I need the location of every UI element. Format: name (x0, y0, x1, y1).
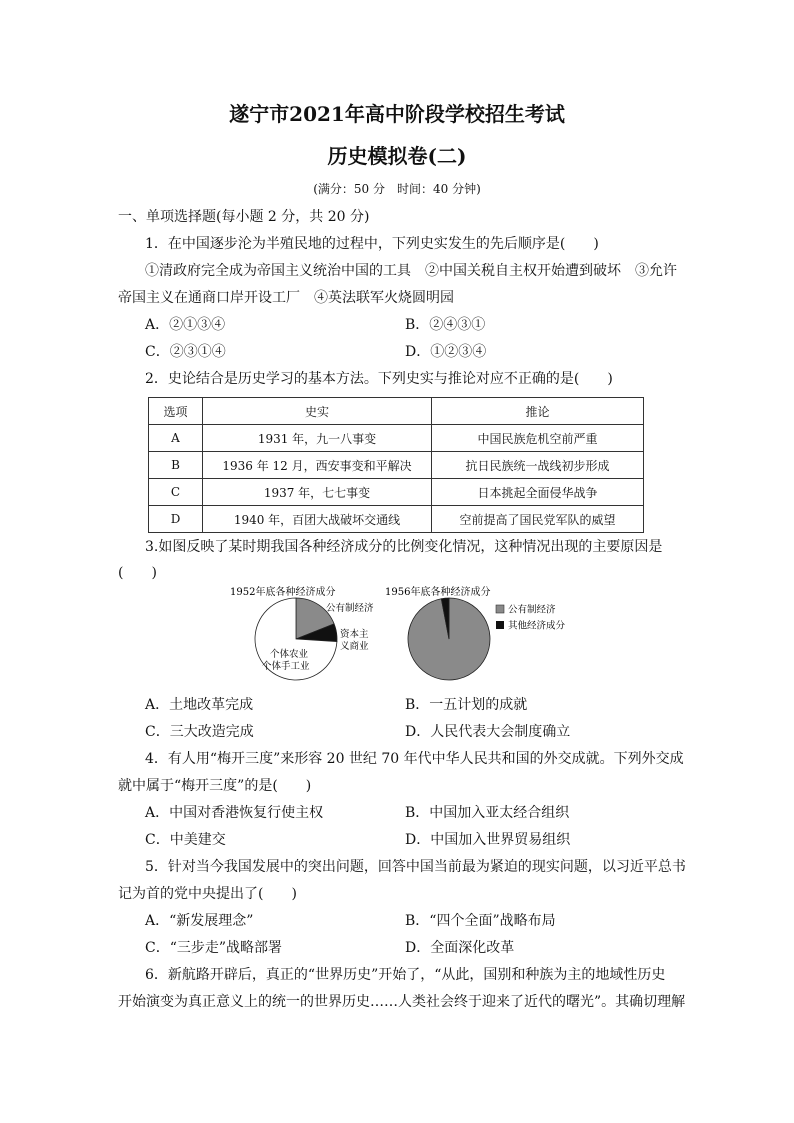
table-cell: 抗日民族统一战线初步形成 (432, 452, 644, 479)
table-cell: C (149, 479, 203, 506)
chart1-label-capital-1: 资本主 (340, 629, 369, 640)
table-cell: 空前提高了国民党军队的威望 (432, 506, 644, 533)
q2-table (148, 397, 644, 533)
table-row (149, 479, 644, 506)
q3-option-c: C．三大改造完成 (145, 724, 254, 740)
chart1-label-public: 公有制经济 (326, 603, 374, 614)
chart1-label-individual-2: 个体手工业 (262, 661, 310, 672)
table-row (149, 506, 644, 533)
legend-label-public: 公有制经济 (508, 604, 556, 616)
q5-stem-line2: 记为首的党中央提出了( ) (118, 886, 297, 902)
chart2-pie (408, 598, 490, 680)
q1-items-line2: 帝国主义在通商口岸开设工厂 ④英法联军火烧圆明园 (118, 290, 454, 306)
q3-option-a: A．土地改革完成 (145, 697, 254, 713)
q3-option-d: D．人民代表大会制度确立 (405, 724, 571, 740)
chart2-title: 1956年底各种经济成分 (385, 587, 491, 598)
q5-option-b: B．“四个全面”战略布局 (405, 913, 556, 929)
q4-stem-line1: 4．有人用“梅开三度”来形容 20 世纪 70 年代中华人民共和国的外交成就。下列外交成 (145, 751, 684, 767)
section-heading: 一、单项选择题(每小题 2 分，共 20 分) (118, 209, 370, 225)
q4-stem-line2: 就中属于“梅开三度”的是( ) (118, 778, 312, 794)
legend-swatch-other (496, 621, 504, 629)
exam-subtitle: 历史模拟卷(二) (327, 144, 467, 168)
table-cell: 中国民族危机空前严重 (432, 425, 644, 452)
q6-stem-line1: 6．新航路开辟后，真正的“世界历史”开始了，“从此，国别和种族为主的地域性历史 (145, 967, 666, 983)
table-cell: B (149, 452, 203, 479)
q4-option-b: B．中国加入亚太经合组织 (405, 805, 570, 821)
exam-meta: (满分：50 分 时间：40 分钟) (313, 182, 481, 196)
q2-stem: 2．史论结合是历史学习的基本方法。下列史实与推论对应不正确的是( ) (145, 371, 613, 387)
q4-option-d: D．中国加入世界贸易组织 (405, 832, 571, 848)
q3-option-b: B．一五计划的成就 (405, 697, 528, 713)
table-cell: D (149, 506, 203, 533)
table-cell: A (149, 425, 203, 452)
q1-option-b: B．②④③① (405, 317, 486, 333)
q5-option-d: D．全面深化改革 (405, 940, 515, 956)
q1-stem: 1．在中国逐步沦为半殖民地的过程中，下列史实发生的先后顺序是( ) (145, 236, 599, 252)
q4-option-c: C．中美建交 (145, 832, 226, 848)
table-row (149, 425, 644, 452)
table-cell: 1937 年，七七事变 (203, 479, 432, 506)
table-cell: 1931 年，九一八事变 (203, 425, 432, 452)
table-cell: 1940 年，百团大战破坏交通线 (203, 506, 432, 533)
table-header-row (149, 398, 644, 425)
table-header-fact: 史实 (203, 398, 432, 425)
q5-stem-line1: 5．针对当今我国发展中的突出问题，回答中国当前最为紧迫的现实问题，以习近平总书 (145, 859, 686, 875)
q3-pie-charts (220, 583, 620, 683)
q1-option-a: A．②①③④ (145, 317, 226, 333)
exam-title: 遂宁市2021年高中阶段学校招生考试 (229, 102, 565, 126)
table-header-option: 选项 (149, 398, 203, 425)
q3-stem-line2: ( ) (118, 565, 157, 581)
q4-option-a: A．中国对香港恢复行使主权 (145, 805, 324, 821)
chart1-title: 1952年底各种经济成分 (230, 587, 336, 598)
table-cell: 1936 年 12 月，西安事变和平解决 (203, 452, 432, 479)
legend-label-other: 其他经济成分 (508, 620, 566, 632)
q1-option-d: D．①②③④ (405, 344, 487, 360)
q5-option-a: A．“新发展理念” (145, 913, 254, 929)
table-cell: 日本挑起全面侵华战争 (432, 479, 644, 506)
table-row (149, 452, 644, 479)
q1-option-c: C．②③①④ (145, 344, 226, 360)
chart1-label-individual-1: 个体农业 (270, 649, 309, 660)
legend-swatch-public (496, 605, 504, 613)
q1-items-line1: ①清政府完全成为帝国主义统治中国的工具 ②中国关税自主权开始遭到破坏 ③允许 (145, 263, 677, 279)
q5-option-c: C．“三步走”战略部署 (145, 940, 283, 956)
chart1-label-capital-2: 义商业 (340, 641, 369, 652)
table-header-inference: 推论 (432, 398, 644, 425)
q3-stem-line1: 3.如图反映了某时期我国各种经济成分的比例变化情况，这种情况出现的主要原因是 (145, 539, 663, 555)
q6-stem-line2: 开始演变为真正意义上的统一的世界历史……人类社会终于迎来了近代的曙光”。其确切理解 (118, 994, 686, 1010)
